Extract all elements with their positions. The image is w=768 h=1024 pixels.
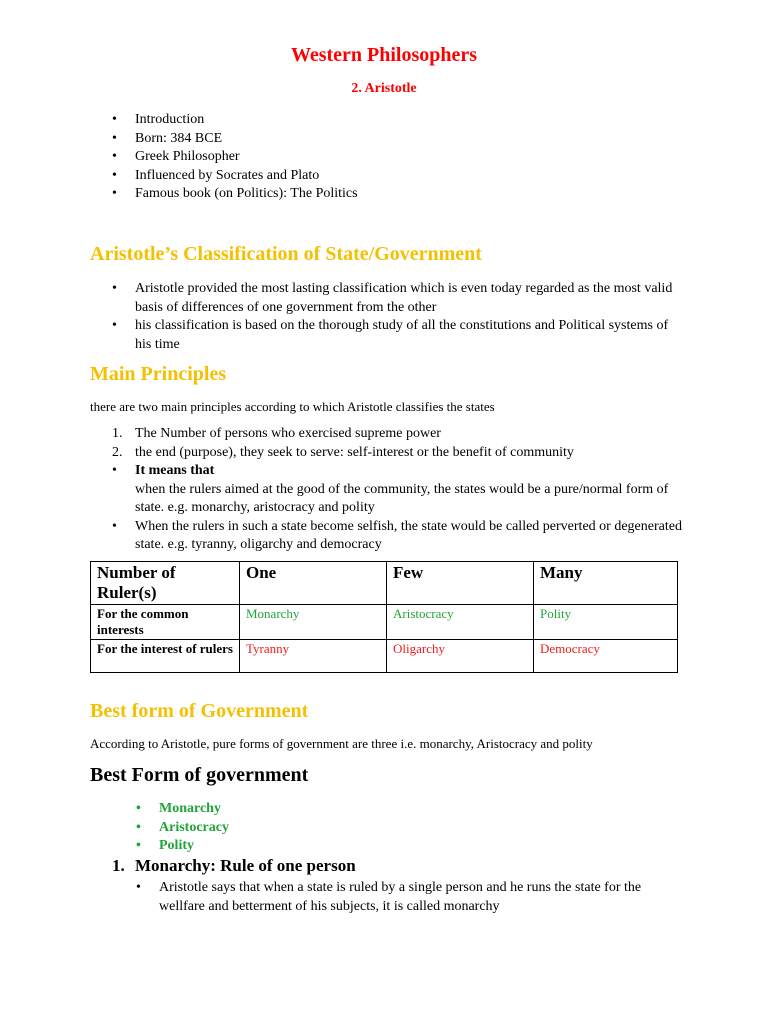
list-item: • Greek Philosopher xyxy=(112,148,682,167)
list-number: 1. xyxy=(112,426,123,441)
table-header-cell: One xyxy=(240,562,387,605)
list-item xyxy=(112,444,682,463)
list-item: • Famous book (on Politics): The Politics xyxy=(112,185,682,204)
best-forms-list xyxy=(136,800,706,856)
list-number: 2. xyxy=(112,444,123,460)
main-principles-heading: Main Principles xyxy=(90,363,227,385)
heading-number: 1. xyxy=(112,856,125,875)
means-text: when the rulers aimed at the good of the community, the states would be a pure/normal form of state. e.g. monarchy, aristocracy and polity xyxy=(135,481,669,515)
list-item: • his classification is based on the thorough study of all the constitutions and Political systems of his time xyxy=(112,317,682,354)
table-cell: Democracy xyxy=(534,640,678,673)
list-item: • When the rulers in such a state become selfish, the state would be called perverted or degenerated state. e.g. tyranny, oligarchy and democracy xyxy=(112,518,682,555)
monarchy-bullets xyxy=(136,879,656,916)
list-item: • Aristocracy xyxy=(136,819,706,838)
table-row xyxy=(91,605,678,640)
table-cell: Aristocracy xyxy=(387,605,534,640)
table-cell: Polity xyxy=(534,605,678,640)
table-cell: Monarchy xyxy=(240,605,387,640)
list-item: • Aristotle says that when a state is ruled by a single person and he runs the state for the wellfare and betterment of his subjects, it is called monarchy xyxy=(136,879,656,916)
table-header-row xyxy=(91,562,678,605)
table-header-cell: Many xyxy=(534,562,678,605)
list-item: • Influenced by Socrates and Plato xyxy=(112,167,682,186)
list-item xyxy=(112,425,682,444)
document-title: Western Philosophers xyxy=(290,44,478,66)
list-item xyxy=(112,462,682,518)
table-row-label: For the common interests xyxy=(91,605,240,640)
classification-heading: Aristotle’s Classification of State/Government xyxy=(90,243,482,265)
document-subtitle: 2. Aristotle xyxy=(351,81,417,96)
heading-text: Monarchy: Rule of one person xyxy=(135,856,356,875)
table-cell: Oligarchy xyxy=(387,640,534,673)
intro-bullet-list xyxy=(112,111,682,204)
list-item: • Monarchy xyxy=(136,800,706,819)
classification-bullet-list xyxy=(112,280,682,354)
best-form-heading: Best form of Government xyxy=(90,700,309,722)
best-form-text: According to Aristotle, pure forms of government are three i.e. monarchy, Aristocracy and polity xyxy=(90,736,593,751)
table-cell: Tyranny xyxy=(240,640,387,673)
list-item: • Polity xyxy=(136,837,706,856)
list-item-text: the end (purpose), they seek to serve: self-interest or the benefit of community xyxy=(135,444,574,460)
principles-intro: there are two main principles according to which Aristotle classifies the states xyxy=(90,399,495,414)
list-item: • Born: 384 BCE xyxy=(112,130,682,149)
means-label: It means that xyxy=(135,463,215,478)
list-item: • Aristotle provided the most lasting classification which is even today regarded as the most valid basis of differences of one government from the other xyxy=(112,280,682,317)
list-item-text: The Number of persons who exercised supreme power xyxy=(135,426,441,441)
principles-bullets xyxy=(112,462,682,555)
principles-list xyxy=(112,425,682,462)
table-header-cell: Number of Ruler(s) xyxy=(91,562,240,605)
table-header-cell: Few xyxy=(387,562,534,605)
rulers-table xyxy=(90,561,678,673)
list-item: • Introduction xyxy=(112,111,682,130)
table-row xyxy=(91,640,678,673)
table-row-label: For the interest of rulers xyxy=(91,640,240,673)
best-form-heading-2: Best Form of government xyxy=(90,764,309,786)
